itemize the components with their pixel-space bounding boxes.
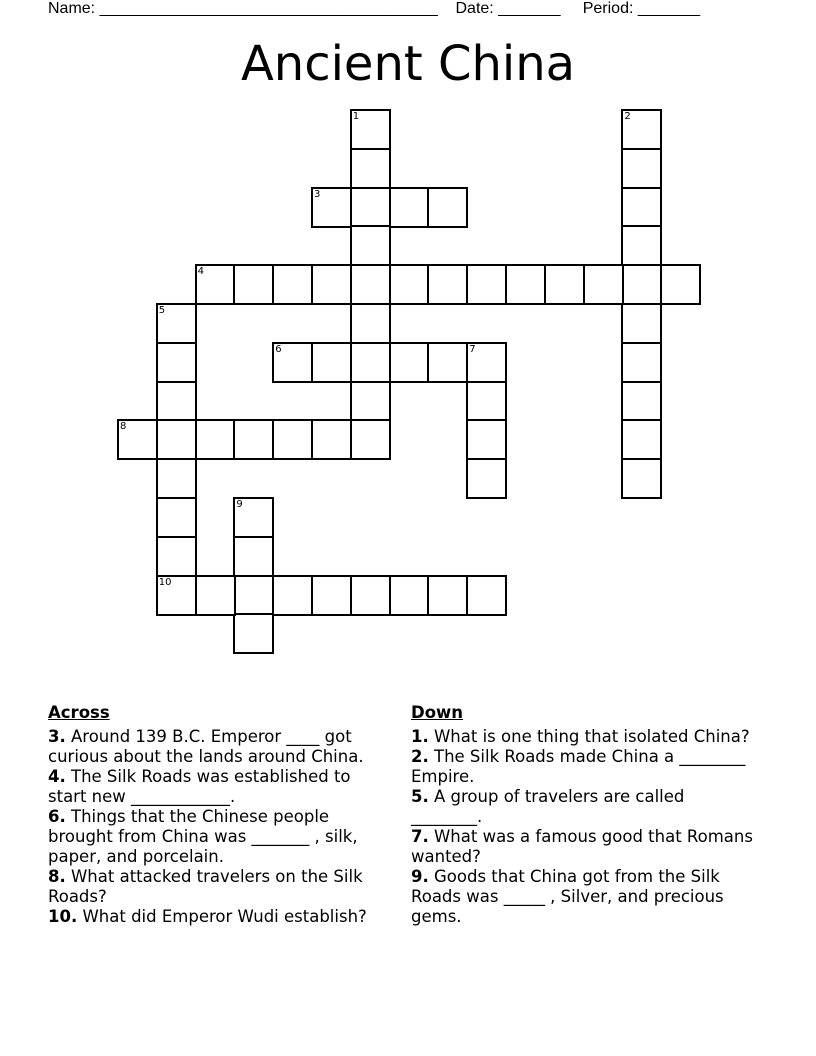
grid-cell[interactable] [466, 381, 507, 422]
clue-num: 9. [411, 867, 429, 886]
grid-cell[interactable] [427, 264, 468, 305]
grid-cell[interactable] [272, 419, 313, 460]
grid-cell[interactable] [427, 575, 468, 616]
across-clue [48, 727, 393, 767]
across-clue [48, 767, 393, 807]
grid-cell[interactable] [389, 264, 430, 305]
clue-num: 3. [48, 727, 66, 746]
grid-cell[interactable] [583, 264, 624, 305]
clue-text: Around 139 B.C. Emperor ____ got curious about the lands around China. [48, 727, 364, 766]
grid-cell[interactable] [544, 264, 585, 305]
grid-cell[interactable] [621, 342, 662, 383]
grid-cell[interactable] [466, 419, 507, 460]
grid-cell[interactable] [350, 419, 391, 460]
clue-num: 6. [48, 807, 66, 826]
down-clue [411, 867, 756, 927]
grid-cell[interactable] [389, 187, 430, 228]
clue-num: 5. [411, 787, 429, 806]
grid-cell[interactable] [621, 303, 662, 344]
grid-cell[interactable] [350, 342, 391, 383]
grid-cell[interactable] [350, 187, 391, 228]
down-clue [411, 727, 756, 747]
page-title: Ancient China [240, 36, 576, 92]
grid-cell[interactable] [350, 225, 391, 266]
clue-number: 10 [158, 576, 172, 588]
down-clue [411, 747, 756, 787]
grid-cell[interactable] [311, 342, 352, 383]
grid-cell[interactable] [427, 342, 468, 383]
grid-cell[interactable] [233, 536, 274, 577]
grid-cell[interactable] [156, 303, 197, 344]
grid-cell[interactable] [156, 497, 197, 538]
grid-cell[interactable] [621, 148, 662, 189]
clue-num: 8. [48, 867, 66, 886]
clue-number: 4 [197, 266, 204, 278]
grid-cell[interactable] [350, 264, 391, 305]
clue-text: A group of travelers are called ________. [411, 787, 685, 826]
grid-cell[interactable] [272, 342, 313, 383]
grid-cell[interactable] [621, 109, 662, 150]
grid-cell[interactable] [350, 303, 391, 344]
clue-num: 1. [411, 727, 429, 746]
clue-num: 10. [48, 907, 78, 926]
across-clues [48, 703, 393, 927]
grid-cell[interactable] [621, 264, 662, 305]
clue-num: 4. [48, 767, 66, 786]
grid-cell[interactable] [621, 381, 662, 422]
clue-text: Goods that China got from the Silk Roads was _____ , Silver, and precious gems. [411, 867, 724, 926]
down-heading: Down [411, 703, 464, 722]
grid-cell[interactable] [427, 187, 468, 228]
grid-cell[interactable] [389, 342, 430, 383]
clue-num: 2. [411, 747, 429, 766]
grid-cell[interactable] [350, 575, 391, 616]
name-field-label[interactable]: Name: ______________________________________ [48, 0, 438, 17]
grid-cell[interactable] [156, 381, 197, 422]
clue-number: 5 [158, 305, 166, 316]
grid-cell[interactable] [621, 458, 662, 499]
grid-cell[interactable] [311, 264, 352, 305]
grid-cell[interactable] [195, 419, 236, 460]
clue-text: What attacked travelers on the Silk Roads? [48, 867, 363, 906]
down-clues [411, 703, 756, 927]
grid-cell[interactable] [311, 187, 352, 228]
across-heading: Across [48, 703, 110, 722]
grid-cell[interactable] [156, 419, 197, 460]
grid-cell[interactable] [350, 148, 391, 189]
grid-cell[interactable] [621, 187, 662, 228]
grid-cell[interactable] [195, 575, 236, 616]
clue-number: 6 [275, 343, 282, 355]
grid-cell[interactable] [156, 536, 197, 577]
clue-text: Things that the Chinese people brought from China was _______ , silk, paper, and porcelain. [48, 807, 358, 866]
clue-text: The Silk Roads made China a ________ Empire. [411, 747, 746, 786]
grid-cell[interactable] [233, 575, 274, 616]
grid-cell[interactable] [389, 575, 430, 616]
grid-cell[interactable] [311, 575, 352, 616]
down-clue-list [411, 727, 756, 927]
grid-cell[interactable] [350, 381, 391, 422]
clue-number: 2 [624, 111, 631, 122]
down-clue [411, 787, 756, 827]
clue-number: 1 [352, 111, 360, 122]
clue-text: What is one thing that isolated China? [428, 727, 750, 746]
grid-cell[interactable] [117, 419, 158, 460]
clue-num: 7. [411, 827, 429, 846]
grid-cell[interactable] [156, 575, 197, 616]
grid-cell[interactable] [466, 575, 507, 616]
across-clue [48, 807, 393, 867]
grid-cell[interactable] [156, 342, 197, 383]
across-clue [48, 867, 393, 907]
clue-number: 3 [314, 188, 321, 200]
grid-cell[interactable] [311, 419, 352, 460]
grid-cell[interactable] [621, 419, 662, 460]
grid-cell[interactable] [660, 264, 701, 305]
clue-text: What did Emperor Wudi establish? [77, 907, 367, 926]
grid-cell[interactable] [466, 342, 507, 383]
clue-number: 9 [236, 499, 243, 510]
grid-cell[interactable] [156, 458, 197, 499]
date-field-label[interactable]: Date: _______ [455, 0, 561, 17]
grid-cell[interactable] [233, 497, 274, 538]
grid-cell[interactable] [350, 109, 391, 150]
grid-cell[interactable] [621, 225, 662, 266]
grid-cell[interactable] [233, 613, 274, 654]
clue-number: 8 [120, 421, 127, 433]
across-clue-list [48, 727, 393, 927]
grid-cell[interactable] [466, 458, 507, 499]
period-field-label[interactable]: Period: _______ [582, 0, 701, 17]
down-clue [411, 827, 756, 867]
clue-text: What was a famous good that Romans wanted? [411, 827, 753, 866]
grid-cell[interactable] [233, 264, 274, 305]
grid-cell[interactable] [195, 264, 236, 305]
grid-cell[interactable] [505, 264, 546, 305]
clue-number: 7 [469, 343, 476, 355]
grid-cell[interactable] [233, 419, 274, 460]
grid-cell[interactable] [466, 264, 507, 305]
clue-text: The Silk Roads was established to start new ____________. [48, 767, 351, 806]
grid-cell[interactable] [272, 264, 313, 305]
grid-cell[interactable] [272, 575, 313, 616]
across-clue [48, 907, 393, 927]
